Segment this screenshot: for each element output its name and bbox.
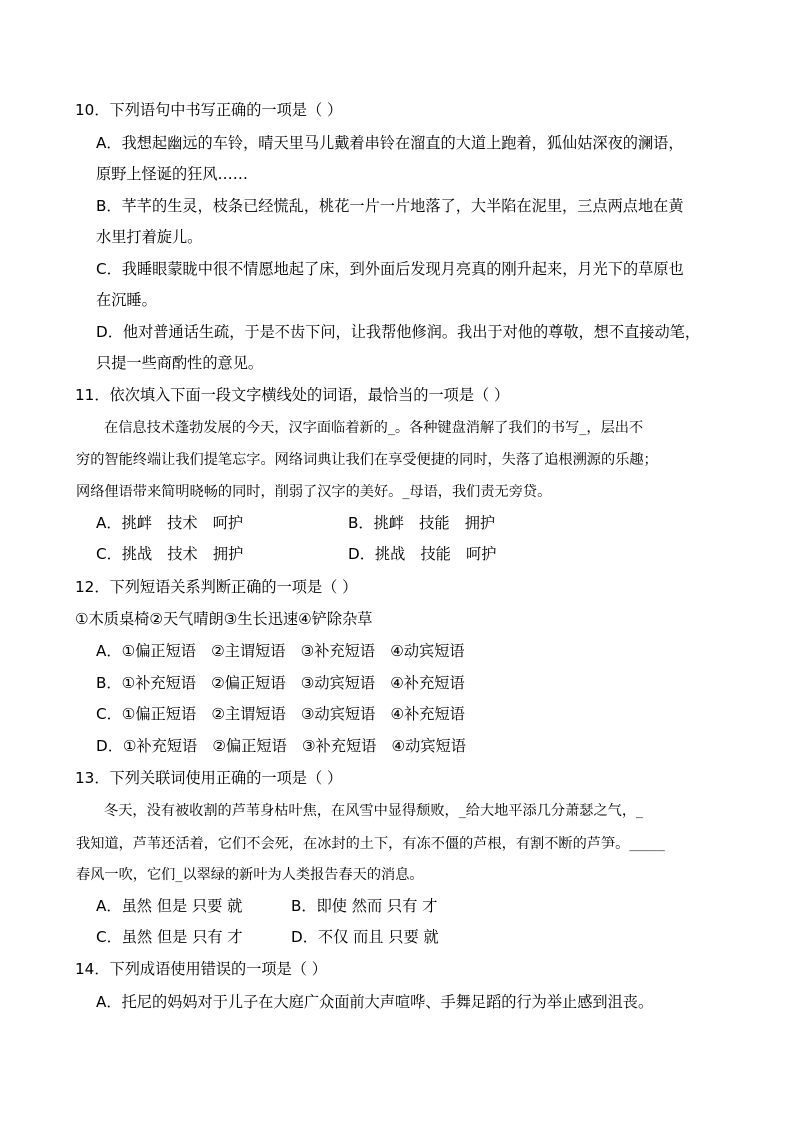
question-12-option-c: C．①偏正短语 ②主谓短语 ③动宾短语 ④补充短语 [96,705,465,723]
question-10-option-d-line1: D．他对普通话生疏，于是不齿下问，让我帮他修润。我出于对他的尊敬，想不直接动笔， [96,323,701,341]
question-11-passage-line3: 网络俚语带来简明晓畅的同时，削弱了汉字的美好。_母语，我们责无旁贷。 [76,484,552,500]
question-13-option-c: C．虽然 但是 只有 才 [96,928,243,946]
question-11-passage-line2: 穷的智能终端让我们提笔忘字。网络词典让我们在享受便捷的同时，失落了追根溯源的乐趣； [76,452,658,468]
question-11-option-c: C．挑战 技术 拥护 [96,545,244,563]
question-10-option-d-line2: 只提一些商酌性的意见。 [96,354,264,372]
question-11-stem: 11．依次填入下面一段文字横线处的词语，最恰当的一项是（ ） [75,386,510,404]
question-12-option-b: B．①补充短语 ②偏正短语 ③动宾短语 ④补充短语 [96,674,465,692]
question-13-passage-line3: 春风一吹，它们_以翠绿的新叶为人类报告春天的消息。 [76,867,424,883]
question-10-option-c-line1: C．我睡眼蒙眬中很不情愿地起了床，到外面后发现月亮真的刚升起来，月光下的草原也 [96,260,684,278]
question-12-items: ①木质桌椅②天气晴朗③生长迅速④铲除杂草 [75,610,373,628]
question-13-option-b: B．即使 然而 只有 才 [291,897,438,915]
question-11-passage-line1: 在信息技术蓬勃发展的今天，汉字面临着新的_。各种键盘消解了我们的书写_，层出不 [104,420,644,436]
question-10-option-c-line2: 在沉睡。 [96,291,157,309]
question-12-option-d: D．①补充短语 ②偏正短语 ③补充短语 ④动宾短语 [96,737,466,755]
question-14-stem: 14．下列成语使用错误的一项是（ ） [75,960,327,978]
question-10-stem: 10．下列语句中书写正确的一项是（ ） [75,101,343,119]
question-10-option-b-line2: 水里打着旋儿。 [96,228,203,246]
question-11-option-b: B．挑衅 技能 拥护 [348,514,496,532]
question-13-passage-line2: 我知道，芦苇还活着，它们不会死，在冰封的土下，有冻不僵的芦根，有割不断的芦笋。_____ [76,836,665,852]
question-13-option-a: A．虽然 但是 只要 就 [96,897,243,915]
question-13-stem: 13．下列关联词使用正确的一项是（ ） [75,769,343,787]
question-14-option-a: A．托尼的妈妈对于儿子在大庭广众面前大声喧哗、手舞足蹈的行为举止感到沮丧。 [96,993,654,1011]
question-10-option-b-line1: B．芊芊的生灵，枝条已经慌乱，桃花一片一片地落了，大半陷在泥里，三点两点地在黄 [96,197,684,215]
question-12-stem: 12．下列短语关系判断正确的一项是（ ） [75,578,358,596]
question-11-option-d: D．挑战 技能 呵护 [348,545,497,563]
question-13-option-d: D．不仅 而且 只要 就 [291,928,439,946]
question-13-passage-line1: 冬天，没有被收割的芦苇身枯叶焦，在风雪中显得颓败，_给大地平添几分萧瑟之气，_ [104,803,644,819]
question-10-option-a-line1: A．我想起幽远的车铃，晴天里马儿戴着串铃在溜直的大道上跑着，狐仙姑深夜的澜语， [96,134,684,152]
question-10-option-a-line2: 原野上怪诞的狂风…… [96,165,248,183]
question-11-option-a: A．挑衅 技术 呵护 [96,514,244,532]
question-12-option-a: A．①偏正短语 ②主谓短语 ③补充短语 ④动宾短语 [96,642,465,660]
